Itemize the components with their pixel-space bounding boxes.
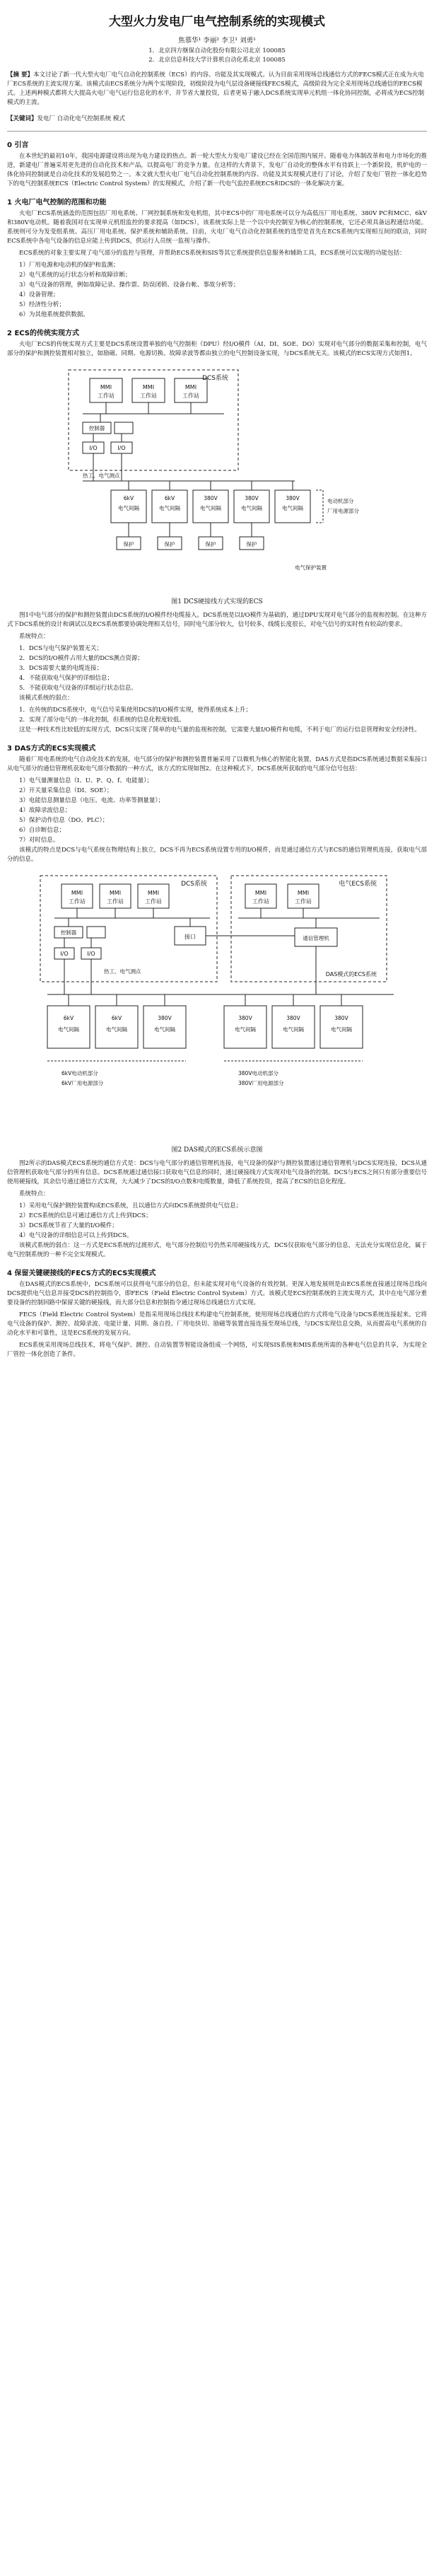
abstract-label: 【摘 要】 (7, 71, 33, 79)
fig2-ecs-mmi-2: MMI (297, 890, 310, 896)
list-item: 4．不能获取电气保护的详细信息； (19, 675, 113, 682)
list-item: 5）经济性分析； (19, 301, 65, 308)
fig1-bay-2: 电气间隔 (159, 505, 180, 511)
fig1-controller: 控制器 (88, 425, 105, 431)
list-item: 1．在传统的DCS系统中，电气信号采集使用DCS的I/O模件实现，使得系统成本上升； (19, 707, 252, 714)
fig2-bay-4: 电气间隔 (235, 1026, 256, 1033)
paper-page (7, 11, 427, 1362)
fig2-dcs-label: DCS系统 (181, 881, 207, 888)
list-item: 5．不能获取电气设备的详细运行状态信息。 (19, 685, 137, 692)
section-2-paragraph-2: 图1中电气部分的保护和测控装置由DCS系统的I/O模件经电缆接入。DCS系统是以I/O模件为基础的，通过DPU实现对电气部分的监视和控制。在这种方式下DCS系统的设计和调试以及ECS系统都要协调处理相关信号，同时电气部分较大，信号较多，线缆长度很长，对电气信号的实时性有较高的要求。 (7, 612, 427, 628)
list-item: 6）为其他系统提供数据。 (19, 311, 89, 318)
keywords (7, 115, 427, 124)
section-3-heading: 3 DAS方式的ECS实现模式 (7, 745, 96, 753)
fig1-mmi-2: MMI (142, 384, 155, 390)
fig2-bottom-2: 6kV厂用电源部分 (61, 1080, 104, 1086)
fig2-controller: 控制器 (60, 929, 77, 936)
list-item: 2．DCS的I/O模件占用大量的DCS测点资源； (19, 655, 143, 662)
fig2-hv-4: 380V (238, 1015, 252, 1021)
section-4-paragraph-2: FECS（Field Electric Control System）是指采用现场总线技术构建电气控制系统，使用现场总线通信的方式将电气设备与DCS系统连接起来。它将电气设备的保护、测控、故障录波、电能计量、同期、备自投、厂用电快切、励磁等装置直接连接至现场总线，与DCS实现信息交换，从而提高电气系统的自动化水平和可靠性，这是ECS系统的发展方向。 (7, 1311, 427, 1337)
figure-1 (61, 364, 373, 605)
figure-2-diagram (19, 870, 415, 1139)
affiliation-2: 2．北京信息科技大学计算机自动化系北京 100085 (148, 57, 286, 64)
section-2-paragraph-1: 火电厂ECS的传统实现方式主要是DCS系统设置单独的电气控制柜（DPU）经I/O模件（AI、DI、SOE、DO）实现对电气部分的数据采集和控制，电气部分的保护和测控装置相对独立，如励磁、同期、电源切换、故障录波等都由独立的电气控制设备实现，与DCS系统无关。该模式的ECS实现方式如图1。 (7, 341, 427, 357)
section-1-paragraph-1: 火电厂ECS系统涵盖的范围包括厂用电系统、厂网控制系统和发电机组，其中ECS中的厂用电系统可以分为高低压厂用电系统、380V PC和MCC、6kV和380V电动机。随着我国对在实现单元机组监控的要求提高（如DCS），该系统实际上是一个以中央控制室为核心的控制系统，它还必须具备远程通信功能。系统则可分为发变组系统、高压厂用电系统、保护系统和辅助系统。目前，火电厂电气自动化控制系统的选型是首先在ECS系统内实现相互间的联动，同时ECS系统中各电气设备的信息应能上传到DCS，供运行人员统一监视与操作。 (7, 210, 427, 245)
fig1-ws-2: 工作站 (140, 393, 157, 399)
fig1-factory-part: 厂用电源部分 (327, 508, 359, 514)
abstract-text: 本文讨论了新一代大型火电厂电气自动化控制系统（ECS）的内容、功能及其实现模式。认为目前采用现场总线通信方式的FECS模式正在成为火电厂ECS系统的主流实现方案。该模式由ECS系统分为两个实现阶段，初级阶段为电气层设备硬接线FECS模式，高级阶段为完全采用现场总线通信的FECS模式。上述两种模式都将大大提高火电厂电气运行信息化的水平，并节省大量投资，后者更易于融入DCS系统实现单元机组一体化协同控制，必将成为ECS控制模式的主流。 (7, 71, 425, 106)
list-item: 6）自诊断信息； (19, 827, 65, 834)
fig2-io-1: I/O (60, 951, 69, 957)
abstract (7, 71, 427, 108)
section-3-paragraph-1: 随着厂用电系统的电气自动化技术的发展，电气部分的保护和测控装置普遍采用了以微机为核心的智能化装置，DAS方式是指DCS系统通过数据采集接口从电气部分的通信管理机获取电气部分数据的一种方式，该方式的实现如图2。在这种模式下，DCS系统所获取的电气部分信号包括： (7, 756, 427, 772)
list-item: 2）开关量采集信息（DI、SOE）； (19, 787, 113, 794)
fig1-protect-2: 保护 (164, 541, 175, 547)
fig1-protect-1: 保护 (123, 541, 134, 547)
fig1-io-2: I/O (117, 445, 126, 451)
keywords-label: 【关键词】 (7, 115, 37, 122)
fig2-ecs-label: 电气ECS系统 (339, 881, 377, 888)
fig2-interface: 接口 (184, 934, 196, 940)
section-3-paragraph-5: 该模式系统的弱点：这一方式是ECS系统的过渡形式，电气部分控制信号仍然采用硬接线方式，DCS仅获取电气部分的信息，无法充分实现信息化，属于电气控制系统的一种不完全实现模式。 (7, 1242, 427, 1258)
fig1-motor-part: 电动机部分 (327, 498, 354, 504)
fig2-ws-3: 工作站 (145, 898, 162, 905)
section-0-heading: 0 引言 (7, 141, 29, 149)
affiliation-1: 1．北京四方继保自动化股份有限公司北京 100085 (148, 47, 286, 54)
list-item: 4）故障录波信息； (19, 807, 71, 814)
list-item: 3）电气设备的管理，例如故障记录、操作票、防误闭锁、设备台帐、事故分析等； (19, 282, 240, 289)
fig2-ws-2: 工作站 (107, 898, 124, 905)
fig2-ecs-mmi-1: MMI (254, 890, 267, 896)
fig2-ws-1: 工作站 (69, 898, 86, 905)
section-1-paragraph-2: ECS系统的对象主要实现了电气部分的监控与管理，并帮助ECS系统和SIS等其它系统提供信息服务和辅助工具，ECS系统可以实现的功能包括： (19, 250, 406, 257)
list-item: 3．DCS需要大量的电缆连接； (19, 665, 103, 672)
section-2-heading: 2 ECS的传统实现方式 (7, 330, 79, 337)
fig2-hv-2: 6kV (111, 1015, 122, 1021)
fig2-hv-5: 380V (286, 1015, 300, 1021)
fig2-bay-3: 电气间隔 (154, 1026, 175, 1033)
fig1-dcs-label: DCS系统 (202, 375, 228, 382)
fig2-bottom-4: 380V厂用电源部分 (238, 1080, 284, 1086)
fig1-hv-2: 6kV (164, 495, 175, 501)
fig2-bay-6: 电气间隔 (331, 1026, 352, 1033)
figure-2 (19, 870, 415, 1154)
fig2-hv-3: 380V (158, 1015, 172, 1021)
section-2-paragraph-4: 该模式系统的弱点： (19, 695, 74, 702)
fig1-ws-3: 工作站 (182, 393, 199, 399)
section-3-paragraph-2: 该模式的特点是DCS与电气系统在物理结构上独立，DCS不再为ECS系统设置专用的I/O模件，而是通过通信方式与ECS的通信管理机连接，获取电气部分的信息。 (7, 847, 427, 863)
fig2-io-2: I/O (87, 951, 95, 957)
fig1-protect-3: 保护 (205, 541, 216, 547)
figure-2-caption: 图2 DAS模式的ECS系统示意图 (171, 1147, 263, 1154)
fig2-mmi-1: MMI (71, 890, 83, 896)
list-item: 1．DCS与电气保护装置无关； (19, 645, 103, 652)
fig2-mmi-3: MMI (147, 890, 160, 896)
fig1-hv-4: 380V (245, 495, 259, 501)
list-item: 3）电能信息测量信息（电压、电流、功率等测量量）； (19, 797, 165, 804)
fig1-hv-1: 6kV (123, 495, 134, 501)
figure-1-caption: 图1 DCS硬接线方式实现的ECS (171, 598, 263, 605)
list-item: 7）对时信息。 (19, 837, 59, 844)
fig2-comm-mgr: 通信管理机 (303, 935, 329, 941)
fig1-bay-4: 电气间隔 (241, 505, 262, 511)
fig1-protect-4: 保护 (246, 541, 257, 547)
section-3-paragraph-3: 图2所示的DAS模式ECS系统的通信方式是：DCS与电气部分的通信管理机连接，电气设备的保护与测控装置通过通信管理机与DCS实现连接，DCS从通信管理机获取电气部分的所有信息。DCS系统通过通信接口获取电气信息的同时，通过硬接线方式实现对电气设备的控制。DCS与ECS之间只有部分重要信号使用硬接线，其余信号通过通信方式实现，大大减少了DCS的I/O点数和电缆数量，降低了系统投资，提高了ECS的信息化程度。 (7, 1160, 427, 1185)
fig1-hv-3: 380V (204, 495, 218, 501)
fig1-bay-3: 电气间隔 (200, 505, 221, 511)
section-2-paragraph-5: 这是一种技术性比较低的实现方式，DCS只实现了简单的电气量的监视和控制，它需要大量I/O模件和电缆，不利于电厂的运行信息管理和安全经济性。 (19, 726, 421, 733)
fig1-heat-label: 热工、电气测点 (83, 472, 120, 479)
section-4-paragraph-3: ECS系统采用现场总线技术，将电气保护、测控、自动装置等智能设备组成一个网络，可实现SIS系统和MIS系统所需的各种电气信息的共享，为实现全厂管控一体化创造了条件。 (7, 1342, 427, 1358)
paper-authors: 焦慕华¹ 李丽² 李卫¹ 刘勇¹ (178, 37, 256, 45)
fig2-bay-2: 电气间隔 (106, 1026, 127, 1033)
section-2-paragraph-3: 系统特点： (19, 633, 49, 640)
figure-1-diagram (61, 364, 373, 591)
list-item: 5）保护动作信息（DO、PLC）； (19, 817, 109, 824)
fig2-hv-1: 6kV (63, 1015, 74, 1021)
fig2-mmi-2: MMI (109, 890, 122, 896)
list-item: 2）电气系统的运行状态分析和故障诊断； (19, 272, 131, 279)
list-item: 4）设备管理； (19, 291, 59, 298)
fig2-bay-1: 电气间隔 (58, 1026, 79, 1033)
list-item: 2）ECS系统的信息可通过通信方式上传到DCS； (19, 1212, 152, 1219)
fig1-mmi-1: MMI (100, 384, 112, 390)
fig1-protect-device: 电气保护装置 (295, 564, 327, 571)
section-4-heading: 4 保留关键硬接线的FECS方式的ECS实现模式 (7, 1270, 156, 1277)
list-item: 1）电气量测量信息（I、U、P、Q、f、电能量）； (19, 777, 153, 784)
fig1-ws-1: 工作站 (98, 393, 115, 399)
fig1-bay-1: 电气间隔 (118, 505, 139, 511)
fig2-das-label: DAS模式的ECS系统 (325, 971, 377, 977)
fig1-mmi-3: MMI (184, 384, 197, 390)
section-3-paragraph-4: 系统特点： (19, 1190, 49, 1197)
fig2-bay-5: 电气间隔 (283, 1026, 304, 1033)
fig1-bay-5: 电气间隔 (282, 505, 303, 511)
fig2-ecs-ws-2: 工作站 (295, 898, 312, 905)
list-item: 2．实现了部分电气的一体化控制，但系统的信息化程度较低。 (19, 716, 185, 724)
fig1-io-1: I/O (89, 445, 98, 451)
list-item: 4）电气设备的详细信息可以上传到DCS。 (19, 1232, 133, 1239)
list-item: 1）采用电气保护测控装置构成ECS系统，且以通信方式向DCS系统提供电气信息； (19, 1202, 242, 1209)
fig2-bottom-1: 6kV电动机部分 (61, 1070, 98, 1077)
section-4-paragraph-1: 在DAS模式的ECS系统中，DCS系统可以获得电气部分的信息，但未能实现对电气设备的有效控制。更深入地发展则是由ECS系统直接通过现场总线向DCS提供电气信息并接受DCS的控制指令，即FECS（Field Electric Control System）方式。该模式是ECS控制系统的主流实现方式，其中在电气部分重要设备的控制回路中保留关键的硬接线，而大部分信息和控制指令通过现场总线通信方式实现。 (7, 1281, 427, 1306)
section-1-heading: 1 火电厂电气控制的范围和功能 (7, 199, 107, 207)
fig1-hv-5: 380V (286, 495, 300, 501)
divider (7, 131, 427, 132)
list-item: 3）DCS系统节省了大量的I/O模件； (19, 1222, 118, 1229)
fig2-ecs-ws-1: 工作站 (252, 898, 269, 905)
paper-title: 大型火力发电厂电气控制系统的实现模式 (109, 15, 325, 29)
fig2-heat-label: 热工、电气测点 (104, 968, 141, 975)
keywords-text: 发电厂 自动化电气控制系统 模式 (37, 115, 125, 122)
section-0-paragraph: 在本世纪的最初10年，我国电源建设将出现为电力建设的热点。新一轮大型火力发电厂建设已经在全国范围内展开。随着电力体制改革和电力市场化的推进，新建电厂普遍采用更先进的自动化技术和产品，以提高电厂的竞争力量。在这样的大背景下，发电厂自动化的整体水平有待跃上一个新阶段，机炉电的一体化协同控制就是自动化技术的发展趋势之一。本文就大型火电厂电气自动化控制系统的内容、功能及其实现模式进行了讨论，介绍了发电厂管控一体化趋势下的电气控制系统ECS（Electric Control System）的实现模式，介绍了新一代电气监控系统ECS和DCS的一体化解决方案。 (7, 153, 427, 187)
fig2-bottom-3: 380V电动机部分 (238, 1070, 278, 1077)
fig2-hv-6: 380V (334, 1015, 348, 1021)
list-item: 1）厂用电源和电动机的保护和监测； (19, 262, 119, 269)
